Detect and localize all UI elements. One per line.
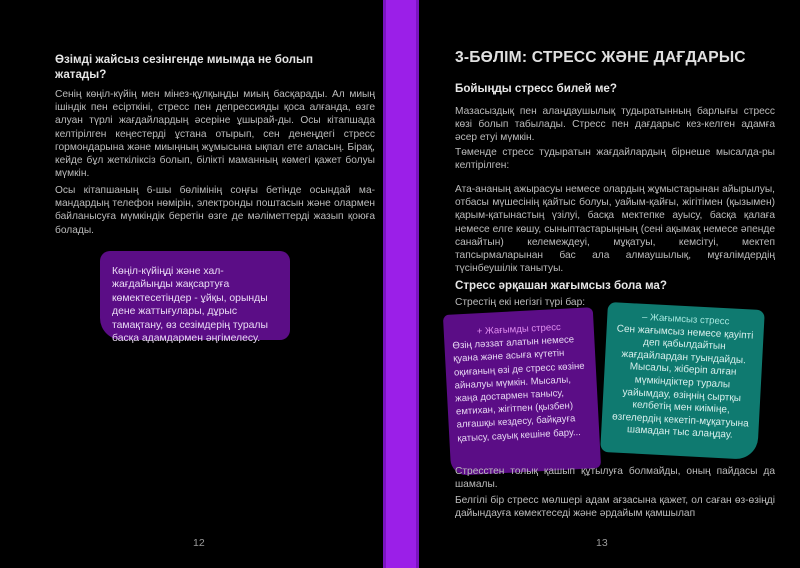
right-paragraph-3: Ата-ананың ажырасуы немесе олардың жұмыстарынан айырылуы, отбасы мүшесінің қайтыс болуы, уайым-қайғы, жігітімен (қызымен) қарым-қатынастың үзілуі, басқа мектепке ауысу, басқа қалаға немесе елге көшу, сыныптастарыңның (сені ақымақ немесе әпенде санайтын) келемеждеуі, мұқатуы, кемсітуі, мектеп тапсырмаларынан бас ала алмаушылық, мұғалімдердің түсінбеушілік танытуы. bbox=[455, 184, 775, 275]
negative-stress-title: – Жағымсыз стресс bbox=[641, 311, 730, 328]
positive-stress-card bbox=[443, 307, 601, 476]
subheading-stress-types: Стресс әрқашан жағымсыз бола ма? bbox=[455, 279, 667, 292]
right-page bbox=[419, 0, 800, 568]
right-paragraph-2: Төменде стресс тудыратын жағдайлардың бірнеше мысалда-ры келтірілген: bbox=[455, 147, 775, 172]
left-paragraph-1: Сенің көңіл-күйің мен мінез-құлқыңды миың басқарады. Ал миың ішіндік пен есірткіні, стресс пен депрессияды қоса алғанда, өзге алуан түрлі жағдайлардың әсеріне ұшырай-ды. Осы кітапшада келтірілген кеңестерді ұстана отырып, сен денеңдегі стресс гормондарына және миыңның жұмысына ықпал ете аласың. Бірақ, кейде бұл жеткіліксіз болып, білікті маманның көмегі қажет болуы мүмкін. bbox=[55, 89, 375, 180]
left-heading: Өзімді жайсыз сезінгенде миымда не болып жатады? bbox=[55, 53, 313, 81]
right-paragraph-4: Стресстен толық қашып құтылуға болмайды, оның пайдасы да шамалы. bbox=[455, 466, 775, 491]
negative-stress-card bbox=[600, 302, 765, 460]
spine-edge-left bbox=[383, 0, 386, 568]
right-paragraph-5: Белгілі бір стресс мөлшері адам ағзасына қажет, ол саған өз-өзіңді дайындауға көмектеседі және әрдайым қамшылап bbox=[455, 495, 775, 520]
page-number-left: 12 bbox=[193, 537, 205, 549]
book-spine bbox=[383, 0, 419, 568]
negative-stress-body: Сен жағымсыз немесе қауіпті деп қабылдайтын жағдайлардан туындайды. Мысалы, жіберіп алған мүмкіндіктер туралы уайымдау, өзіңнің сыртқы келбетің мен киіміңе, өзгелердің кекетіп-мұқатуына шамадан тыс алаңдау. bbox=[611, 323, 754, 442]
stress-types-intro: Стрестің екі негізгі түрі бар: bbox=[455, 297, 586, 308]
tip-callout: Көңіл-күйіңді және хал-жағдайыңды жақсартуға көмектесетіндер - ұйқы, орынды дене жаттығулары, дұрыс тамақтану, өз сезімдерің туралы басқа адамдармен әңгімелесу. bbox=[100, 251, 290, 340]
section-title: 3-БӨЛІМ: СТРЕСС ЖӘНЕ ДАҒДАРЫС bbox=[455, 49, 746, 66]
right-paragraph-1: Мазасыздық пен алаңдаушылық тудыратынның барлығы стресс көзі болып табылады. Стресс пен дағдарыс кез-келген адамға әсер етуі мүмкін. bbox=[455, 106, 775, 144]
subheading-stress-question: Бойыңды стресс билей ме? bbox=[455, 82, 617, 95]
positive-stress-title: + Жағымды стресс bbox=[476, 321, 562, 338]
left-page bbox=[0, 0, 383, 568]
positive-stress-body: Өзің ләззат алатын немесе қуана және асыға күтетін оқиғаның өзі де стресс көзіне айналуы мүмкін. Мысалы, жаңа достармен танысу, емтихан, жігітпен (қызбен) алғашқы кездесу, байқауға қатысу, сауық кешіне бару... bbox=[452, 334, 585, 445]
left-paragraph-2: Осы кітапшаның 6-шы бөлімінің соңғы бетінде осындай ма-мандардың телефон нөмірін, электронды поштасын және олармен байланысуға мүмкіндік беретін өзге де мәліметтерді жазып қоюға болады. bbox=[55, 185, 375, 236]
page-number-right: 13 bbox=[596, 537, 608, 549]
